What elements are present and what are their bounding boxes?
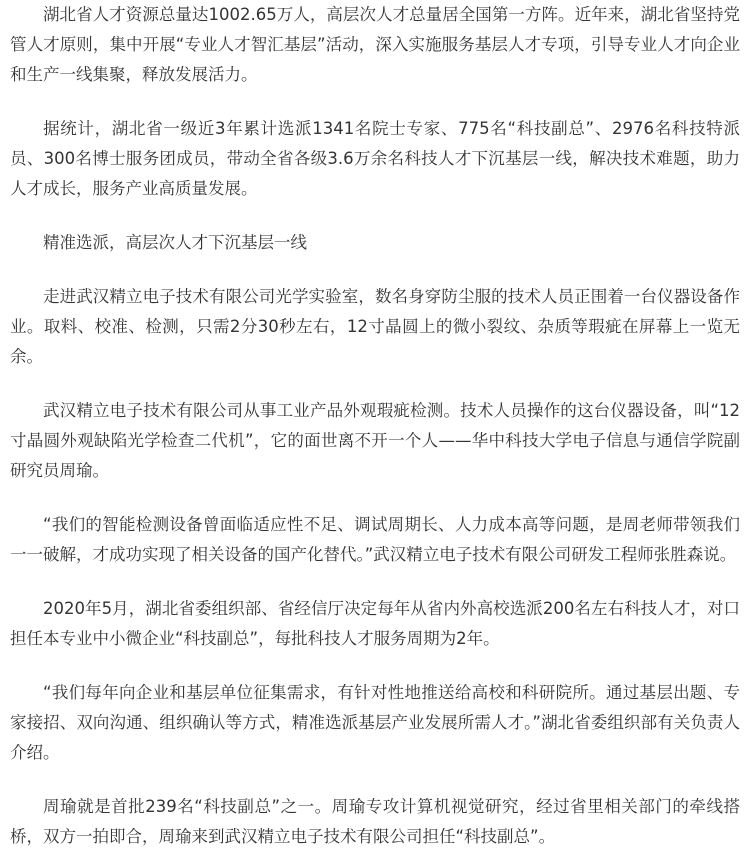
- paragraph-official-quote: “我们每年向企业和基层单位征集需求，有针对性地推送给高校和科研院所。通过基层出题、专家接招、双向沟通、组织确认等方式，精准选派基层产业发展所需人才。”湖北省委组织部有关负责人介绍。: [10, 683, 740, 762]
- paragraph-policy: 2020年5月，湖北省委组织部、省经信厅决定每年从省内外高校选派200名左右科技人才，对口担任本专业中小微企业“科技副总”，每批科技人才服务周期为2年。: [10, 599, 740, 648]
- paragraph-engineer-quote: “我们的智能检测设备曾面临适应性不足、调试周期长、人力成本高等问题，是周老师带领我们一一破解，才成功实现了相关设备的国产化替代。”武汉精立电子技术有限公司研发工程师张胜森说。: [10, 515, 740, 564]
- paragraph-statistics: 据统计，湖北省一级近3年累计选派1341名院士专家、775名“科技副总”、2976名科技特派员、300名博士服务团成员，带动全省各级3.6万余名科技人才下沉基层一线，解决技术难题，助力人才成长，服务产业高质量发展。: [10, 119, 740, 198]
- paragraph-talent-total: 湖北省人才资源总量达1002.65万人，高层次人才总量居全国第一方阵。近年来，湖北省坚持党管人才原则，集中开展“专业人才智汇基层”活动，深入实施服务基层人才专项，引导专业人才向企业和生产一线集聚，释放发展活力。: [10, 5, 740, 84]
- paragraph-lab-visit: 走进武汉精立电子技术有限公司光学实验室，数名身穿防尘服的技术人员正围着一台仪器设备作业。取料、校准、检测，只需2分30秒左右，12寸晶圆上的微小裂纹、杂质等瑕疵在屏幕上一览无余。: [10, 287, 740, 366]
- section-heading: 精准选派，高层次人才下沉基层一线: [43, 233, 307, 252]
- paragraph-company-intro: 武汉精立电子技术有限公司从事工业产品外观瑕疵检测。技术人员操作的这台仪器设备，叫“12寸晶圆外观缺陷光学检查二代机”，它的面世离不开一个人——华中科技大学电子信息与通信学院副研究员周瑜。: [10, 401, 740, 480]
- article-body: [10, 0, 740, 852]
- paragraph-zhou-yu: 周瑜就是首批239名“科技副总”之一。周瑜专攻计算机视觉研究，经过省里相关部门的牵线搭桥，双方一拍即合，周瑜来到武汉精立电子技术有限公司担任“科技副总”。: [10, 797, 740, 846]
